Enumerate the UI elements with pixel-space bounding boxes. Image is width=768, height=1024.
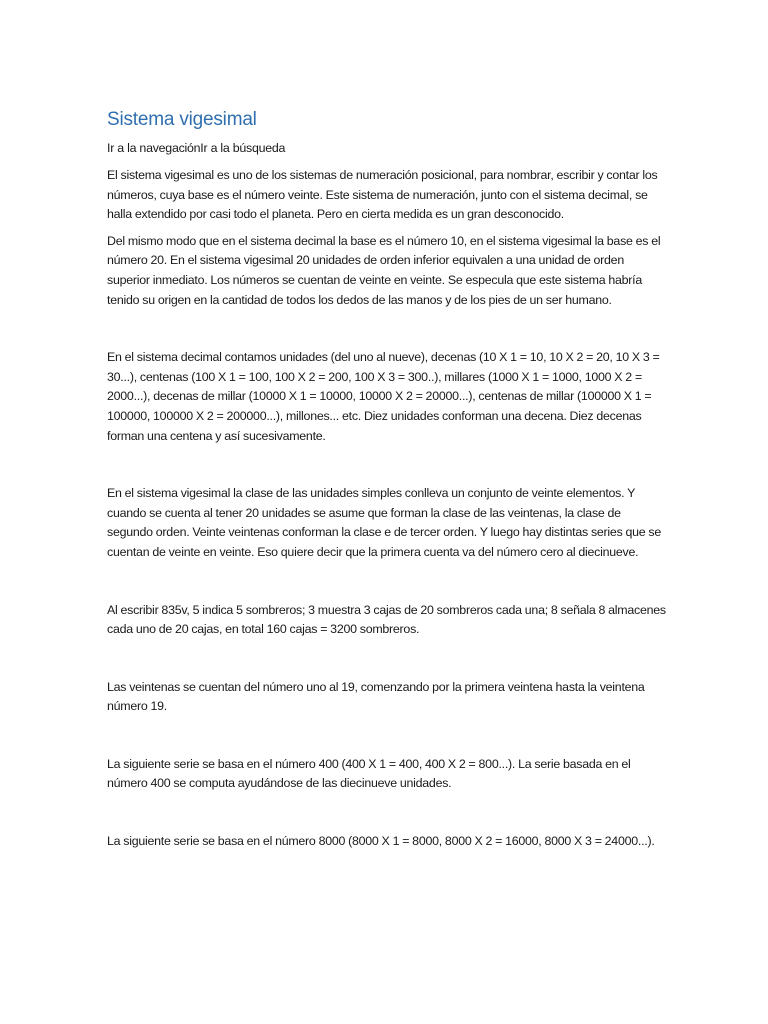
skip-navigation-text: Ir a la navegaciónIr a la búsqueda: [107, 141, 286, 155]
paragraph-base-twenty: Del mismo modo que en el sistema decimal la base es el número 10, en el sistema vigesimal la base es el número 20. En el sistema vigesimal 20 unidades de orden inferior equivalen a una unidad de orden superior inmediato. Los números se cuentan de veinte en veinte. Se especula que este sistema habría tenido su origen en la cantidad de todos los dedos de las manos y de los pies de un ser humano.: [107, 233, 661, 307]
paragraph-example-835v: Al escribir 835v, 5 indica 5 sombreros; 3 muestra 3 cajas de 20 sombreros cada una; 8 señala 8 almacenes cada uno de 20 cajas, en total 160 cajas = 3200 sombreros.: [107, 602, 666, 637]
document-content: [107, 108, 667, 852]
document-title: Sistema vigesimal: [107, 109, 257, 130]
paragraph-intro: El sistema vigesimal es uno de los sistemas de numeración posicional, para nombrar, escribir y contar los números, cuya base es el número veinte. Este sistema de numeración, junto con el sistema decimal, se halla extendido por casi todo el planeta. Pero en cierta medida es un gran desconocido.: [107, 168, 658, 222]
paragraph-veintenas: Las veintenas se cuentan del número uno al 19, comenzando por la primera veintena hasta la veintena número 19.: [107, 679, 645, 714]
paragraph-series-400: La siguiente serie se basa en el número 400 (400 X 1 = 400, 400 X 2 = 800...). La serie basada en el número 400 se computa ayudándose de las diecinueve unidades.: [107, 756, 631, 791]
paragraph-vigesimal-classes: En el sistema vigesimal la clase de las unidades simples conlleva un conjunto de veinte elementos. Y cuando se cuenta al tener 20 unidades se asume que forman la clase de las veintenas, la clase de segundo orden. Veinte veintenas conforman la clase e de tercer orden. Y luego hay distintas series que se cuentan de veinte en veinte. Eso quiere decir que la primera cuenta va del número cero al diecinueve.: [107, 486, 662, 559]
paragraph-series-8000: La siguiente serie se basa en el número 8000 (8000 X 1 = 8000, 8000 X 2 = 16000, 8000 X 3 = 24000...).: [107, 834, 655, 849]
paragraph-decimal-system: En el sistema decimal contamos unidades (del uno al nueve), decenas (10 X 1 = 10, 10 X 2 = 20, 10 X 3 = 30...), centenas (100 X 1 = 100, 100 X 2 = 200, 100 X 3 = 300..), millares (1000 X 1 = 1000, 1000 X 2 = 2000...), decenas de millar (10000 X 1 = 10000, 10000 X 2 = 20000...), centenas de millar (100000 X 1 = 100000, 100000 X 2 = 200000...), millones... etc. Diez unidades conforman una decena. Diez decenas forman una centena y así sucesivamente.: [107, 350, 660, 443]
